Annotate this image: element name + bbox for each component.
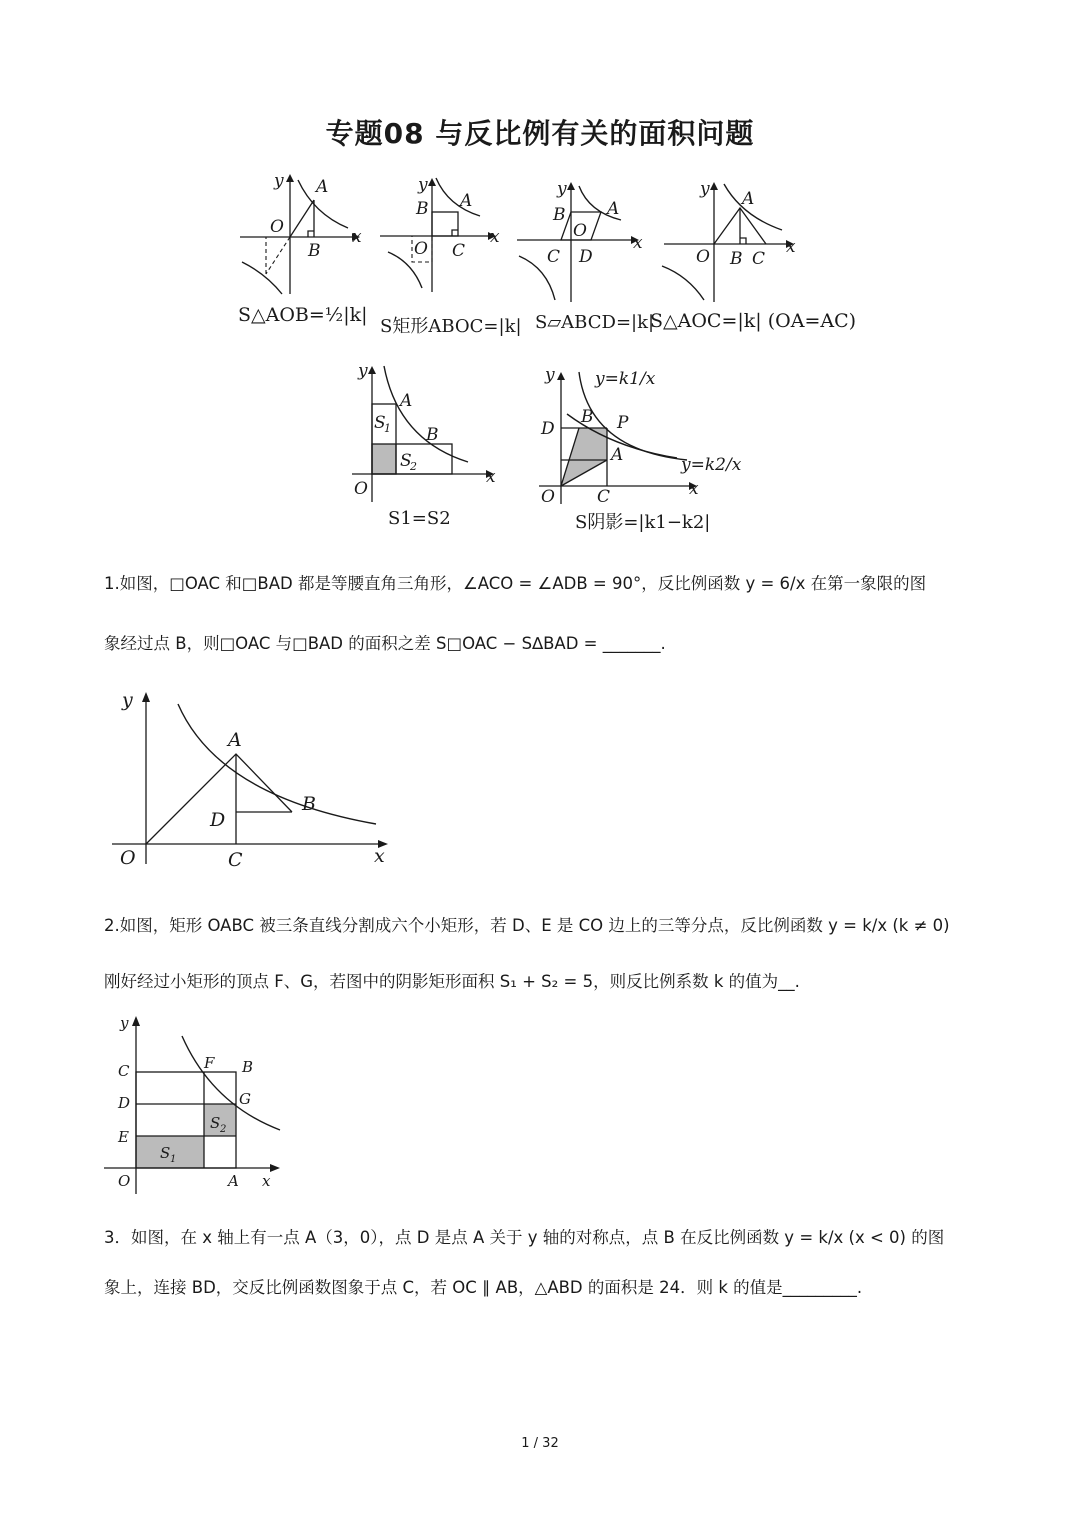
svg-text:A: A [607,199,620,219]
question-2-line-1: 2.如图，矩形 OABC 被三条直线分割成六个小矩形，若 D、E 是 CO 边上的三等分点，反比例函数 y = k/x (k ≠ 0) [104,916,950,935]
caption-3: S▱ABCD=|k| [535,312,655,333]
svg-text:2: 2 [410,460,417,473]
svg-text:B: B [581,407,594,427]
svg-text:O: O [696,247,710,267]
svg-text:x: x [689,479,699,499]
svg-text:C: C [597,487,611,507]
svg-text:E: E [118,1128,129,1146]
svg-text:S: S [374,413,386,433]
svg-text:C: C [452,241,466,261]
caption-2: S矩形ABOC=|k| [380,316,522,337]
svg-text:O: O [541,487,555,507]
svg-text:B: B [416,199,429,219]
svg-text:D: D [541,419,555,439]
svg-text:D: D [579,247,593,267]
summary-figure-2 [378,172,503,300]
svg-text:x: x [633,233,643,253]
svg-text:A: A [742,189,755,209]
svg-text:1: 1 [170,1154,177,1165]
summary-figure-1 [236,170,366,300]
caption-6: S阴影=|k1−k2| [575,512,711,533]
svg-text:A: A [228,1172,239,1190]
svg-text:C: C [228,849,243,871]
svg-text:P: P [617,413,629,433]
svg-text:A: A [316,177,329,197]
svg-text:O: O [573,221,587,241]
svg-text:1: 1 [384,422,391,435]
svg-text:y: y [358,361,368,381]
svg-text:x: x [352,227,362,247]
summary-figure-6 [535,352,742,512]
question-2-figure [104,1012,294,1198]
svg-text:y: y [545,365,555,385]
svg-text:B: B [730,249,743,269]
svg-text:B: B [426,425,439,445]
svg-text:y: y [557,179,567,199]
svg-text:F: F [204,1054,215,1072]
page-title: 专题08 与反比例有关的面积问题 [325,117,755,150]
svg-text:A: A [611,445,624,465]
svg-text:x: x [786,237,796,257]
svg-text:O: O [118,1172,131,1190]
question-1-line-2: 象经过点 B，则□OAC 与□BAD 的面积之差 S□OAC − S∆BAD = _______. [104,634,666,653]
svg-text:A: A [400,391,413,411]
summary-figure-3 [515,176,647,304]
svg-text:O: O [354,479,368,499]
svg-text:C: C [547,247,561,267]
svg-text:C: C [118,1062,130,1080]
question-1-line-1: 1.如图，□OAC 和□BAD 都是等腰直角三角形，∠ACO = ∠ADB = 90°，反比例函数 y = 6/x 在第一象限的图 [104,574,927,593]
summary-figure-4 [660,176,800,304]
question-1-figure [108,684,398,874]
svg-text:x: x [374,845,385,867]
svg-text:A: A [228,729,242,751]
summary-figure-5 [346,358,498,506]
svg-text:S: S [400,451,412,471]
svg-text:y: y [700,179,710,199]
svg-text:x: x [262,1172,271,1190]
caption-1: S△AOB=½|k| [238,304,368,326]
svg-text:S: S [160,1144,171,1162]
svg-text:C: C [752,249,766,269]
page-number: 1 / 32 [521,1436,559,1451]
svg-text:B: B [308,241,321,261]
svg-text:O: O [270,217,284,237]
svg-text:B: B [553,205,566,225]
svg-text:x: x [490,227,500,247]
caption-5: S1=S2 [388,508,451,529]
svg-text:y: y [120,1014,129,1032]
svg-text:B: B [242,1058,254,1076]
svg-text:D: D [210,809,226,831]
svg-text:y: y [122,689,133,711]
caption-4: S△AOC=|k| (OA=AC) [650,310,857,332]
svg-text:x: x [486,467,496,487]
question-3-line-1: 3．如图，在 x 轴上有一点 A（3，0），点 D 是点 A 关于 y 轴的对称点，点 B 在反比例函数 y = k/x (x < 0) 的图 [104,1228,945,1247]
svg-text:y: y [418,175,428,195]
svg-text:G: G [239,1090,251,1108]
question-3-line-2: 象上，连接 BD，交反比例函数图象于点 C，若 OC ∥ AB，△ABD 的面积是 24．则 k 的值是_________. [104,1278,863,1297]
svg-text:D: D [118,1094,131,1112]
svg-text:O: O [414,239,428,259]
svg-text:y: y [274,171,284,191]
curve-label-k1: y=k1/x [595,369,656,389]
svg-text:O: O [120,847,136,869]
svg-text:B: B [302,793,316,815]
svg-text:A: A [460,191,473,211]
svg-text:2: 2 [220,1124,227,1135]
question-2-line-2: 刚好经过小矩形的顶点 F、G，若图中的阴影矩形面积 S₁ + S₂ = 5，则反比例系数 k 的值为__. [104,972,800,991]
svg-text:S: S [210,1114,221,1132]
curve-label-k2: y=k2/x [681,455,742,475]
